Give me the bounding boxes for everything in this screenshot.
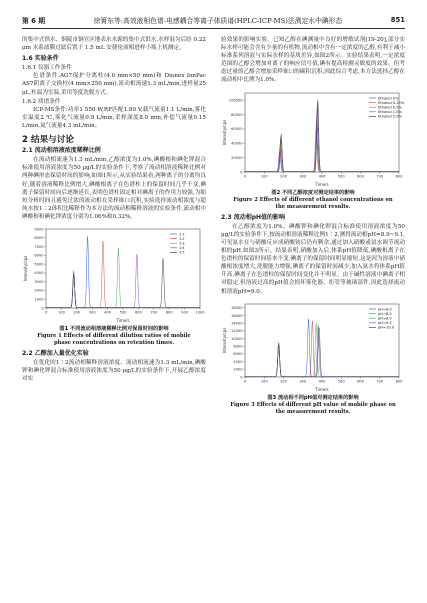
x-tick-label: 200 bbox=[73, 310, 81, 315]
left-column bbox=[22, 36, 206, 383]
x-tick-label: 500 bbox=[337, 379, 345, 384]
legend-label: pH=8.0 bbox=[378, 306, 392, 311]
y-tick-label: 0 bbox=[240, 374, 243, 379]
series-line bbox=[245, 99, 399, 171]
x-tick-label: 600 bbox=[134, 310, 142, 315]
x-tick-label: 0 bbox=[44, 310, 48, 315]
series-line bbox=[245, 324, 399, 376]
figure-1-caption-cn: 图1 不同流动相溶液稀释比例对保留时间的影响 bbox=[59, 325, 169, 332]
issue-number: 第 6 期 bbox=[22, 17, 46, 25]
figure-3-caption-en: Figure 3 Effects of different pH value of mobile phase on the measurement results. bbox=[230, 401, 396, 415]
y-tick-label: 9000 bbox=[34, 227, 44, 232]
section-heading-2-1: 2.1 流动相溶液浓度稀释比例 bbox=[22, 147, 101, 155]
y-tick-label: 40000 bbox=[231, 141, 243, 146]
legend-label: pH=10.0 bbox=[378, 325, 394, 330]
y-tick-label: 60000 bbox=[231, 126, 243, 131]
y-tick-label: 0 bbox=[41, 306, 44, 311]
x-tick-label: 400 bbox=[318, 379, 326, 384]
legend-label: 1∶4 bbox=[179, 246, 185, 251]
x-tick-label: 400 bbox=[104, 310, 112, 315]
x-tick-label: 200 bbox=[280, 174, 287, 179]
y-tick-label: 0 bbox=[240, 169, 243, 174]
legend-label: Ethanol 2.0% bbox=[378, 114, 402, 119]
x-tick-label: 100 bbox=[57, 310, 65, 315]
x-tick-label: 0 bbox=[243, 379, 247, 384]
x-tick-label: 600 bbox=[357, 174, 364, 179]
paragraph-chromatography: 色谱条件:AG7保护分离柱(4.0 mm×50 mm)和 Dionex IonPac AS7阴离子交换柱(4 mm×250 mm),流动相流速1.3 mL/min,进样量25 μL,柱温为室温,采用等度洗脱方式。 bbox=[22, 73, 206, 96]
y-tick-label: 18000 bbox=[231, 305, 243, 310]
x-tick-label: 500 bbox=[119, 310, 127, 315]
x-tick-label: 0 bbox=[243, 174, 247, 179]
series-line bbox=[46, 258, 200, 307]
subsection-heading-1-6-1: 1.6.1 仪器工作条件 bbox=[22, 65, 72, 72]
y-tick-label: 5000 bbox=[34, 262, 44, 267]
figure-3-caption-cn: 图3 流动相不同pH值对测定结果的影响 bbox=[267, 394, 359, 401]
figure-1-caption-en: Figure 1 Effects of different dilution ratios of mobile phase concentrations on retention times. bbox=[37, 333, 191, 347]
legend-label: pH=8.5 bbox=[378, 311, 392, 316]
paragraph-ph-effect: 在乙醇浓度为1.0%、碘酸钾和碘化钾混合标准使用溶液浓度为50 μg/L的实验条件下,按流动相溶液稀释比例1∶2,测得流动相pH=8.9~9.1,可见氨水在与硝酸反应成硝酸铵后仍有剩余,通过加入硝酸或氨水调节流动相的pH,如图3所示。结果表明,硝酸加入后,体系pH值降低,碘酸根离子在色谱柱的保留时间基本不变,碘离子的保留时间明显缩短,这是因为溶液中硝酸根浓度增大,洗脱能力增强,碘离子的保留时间减少;加入氨水将体系pH值升高,碘离子在色谱柱的保留时间变化并不明显。由于碱性溶液中碘离子相对稳定,但溶液过高的pH值会损坏雾化器、炬管等玻璃部件,因此选择流动相溶液pH=9.0。 bbox=[221, 223, 405, 295]
x-axis-label: Time/s bbox=[116, 317, 130, 323]
x-tick-label: 300 bbox=[299, 379, 307, 384]
plot-frame bbox=[245, 304, 399, 377]
series-line bbox=[46, 254, 200, 308]
y-tick-label: 6000 bbox=[233, 351, 243, 356]
y-tick-label: 20000 bbox=[231, 155, 243, 160]
legend-label: Ethanol 0.5% bbox=[378, 105, 402, 110]
paragraph-intro: 的集中式供水、铜陵市铜官区地表水水源的集中式供水,水样混匀后经 0.22 μm 水系滤膜过滤后置于 1.5 mL 安捷伦液相进样小瓶上机测定。 bbox=[22, 37, 206, 52]
running-header bbox=[22, 12, 405, 29]
y-tick-label: 100000 bbox=[228, 98, 243, 103]
y-axis-label: Intensity/cps bbox=[222, 119, 227, 145]
legend-label: 1∶5 bbox=[179, 250, 185, 255]
legend-label: 1∶2 bbox=[179, 236, 185, 241]
x-tick-label: 900 bbox=[181, 310, 189, 315]
y-tick-label: 8000 bbox=[233, 344, 243, 349]
series-line bbox=[46, 241, 200, 308]
x-tick-label: 500 bbox=[337, 174, 345, 179]
running-title: 徐箐东等:高效液相色谱-电感耦合等离子体质谱(HPLC-ICP-MS)法测定水中碘形态 bbox=[93, 17, 343, 25]
y-tick-label: 4000 bbox=[34, 271, 44, 276]
section-heading-2-3: 2.3 流动相pH值的影响 bbox=[221, 213, 286, 221]
figure-3 bbox=[221, 299, 405, 416]
series-line bbox=[46, 248, 200, 308]
paragraph-ms-conditions: ICP-MS条件:功率1 550 W,RF匹配1.80 V,载气流量1.1 L/min,雾化室温度2 ℃,雾化气流量0.9 L/min,采样深度8.0 mm,补偿气流量0.15 L/min,氦气流量4.3 mL/min。 bbox=[22, 106, 206, 129]
subsection-heading-1-6-2: 1.6.2 质谱条件 bbox=[22, 98, 61, 105]
x-tick-label: 200 bbox=[280, 379, 287, 384]
section-heading-2-2: 2.2 乙醇加入量优化实验 bbox=[22, 350, 89, 358]
legend-label: Ethanol 0% bbox=[378, 95, 399, 100]
y-tick-label: 16000 bbox=[231, 313, 243, 318]
page-number: 851 bbox=[390, 16, 405, 24]
series-line bbox=[245, 117, 399, 171]
paragraph-dilution: 在流动相流速为1.3 mL/min,乙醇浓度为1.0%,碘酸根和碘化钾混合标准使用溶液浓度为50 μg/L的实验条件下,考察了流动相溶液稀释比例对两种碘形态保留时间的影响,如图1所示,从实验结果看,两种离子的分离均良好,随着溶液稀释比例增大,碘酸根离子在色谱柱上的保留时间几乎不变,碘离子保留时间向后逐渐延长,表明色谱柱固定相对碘离子的作用力较强,为缩短分析时间且避免过浓的流动相在采样锥口沉积,实验选择流动相浓度与超纯水按1∶2体积比稀释作为本方法的流动相稀释溶液的实验条件,流动相中碘酸根和碘化钾浓度分别为1.06%和0.32%。 bbox=[22, 157, 206, 220]
legend-label: 1∶1 bbox=[179, 232, 185, 237]
x-tick-label: 100 bbox=[260, 379, 268, 384]
y-axis-label: Intensity/cps bbox=[222, 327, 227, 353]
series-line bbox=[245, 103, 399, 171]
x-tick-label: 700 bbox=[376, 174, 384, 179]
y-tick-label: 6000 bbox=[34, 253, 44, 258]
figure-1-chart bbox=[22, 224, 206, 324]
plot-frame bbox=[245, 93, 399, 172]
legend-label: Ethanol 1.0% bbox=[378, 109, 402, 114]
right-column bbox=[221, 36, 405, 416]
y-tick-label: 1000 bbox=[34, 297, 44, 302]
plot-frame bbox=[46, 229, 200, 308]
section-heading-2: 2 结果与讨论 bbox=[22, 135, 74, 146]
y-tick-label: 7000 bbox=[34, 244, 44, 249]
legend-label: Ethanol 0.25% bbox=[378, 100, 405, 105]
section-heading-1-6: 1.6 实验条件 bbox=[22, 55, 59, 63]
series-line bbox=[245, 319, 399, 377]
legend-label: pH=9.0 bbox=[378, 316, 392, 321]
y-tick-label: 4000 bbox=[233, 359, 243, 364]
y-tick-label: 12000 bbox=[231, 328, 243, 333]
x-tick-label: 800 bbox=[165, 310, 173, 315]
figure-1 bbox=[22, 224, 206, 347]
x-tick-label: 300 bbox=[299, 174, 307, 179]
figure-2 bbox=[221, 88, 405, 211]
y-tick-label: 14000 bbox=[231, 321, 243, 326]
x-tick-label: 800 bbox=[395, 174, 403, 179]
legend-label: 1∶3 bbox=[179, 241, 185, 246]
y-tick-label: 3000 bbox=[34, 279, 44, 284]
y-tick-label: 2000 bbox=[233, 367, 243, 372]
figure-3-chart bbox=[221, 299, 405, 393]
y-tick-label: 10000 bbox=[231, 336, 243, 341]
figure-2-chart bbox=[221, 88, 405, 188]
x-tick-label: 1000 bbox=[195, 310, 205, 315]
x-tick-label: 600 bbox=[357, 379, 364, 384]
series-line bbox=[245, 321, 399, 377]
x-tick-label: 700 bbox=[376, 379, 384, 384]
y-tick-label: 2000 bbox=[34, 288, 44, 293]
y-axis-label: Intensity/cps bbox=[23, 255, 28, 282]
paragraph-ethanol-opt: 在优化的1∶2流动相稀释溶液浓度、流动相流速为1.3 mL/min,碘酸钾和碘化钾混合标准使用溶液浓度为50 μg/L的实验条件下,开展乙醇浓度对实 bbox=[22, 360, 206, 383]
x-tick-label: 300 bbox=[88, 310, 96, 315]
x-tick-label: 700 bbox=[150, 310, 158, 315]
legend-label: pH=9.5 bbox=[378, 320, 392, 325]
series-line bbox=[245, 110, 399, 171]
y-tick-label: 80000 bbox=[231, 112, 243, 117]
figure-2-caption-cn: 图2 不同乙醇浓度对测定结果的影响 bbox=[271, 189, 355, 196]
x-tick-label: 400 bbox=[318, 174, 326, 179]
x-tick-label: 800 bbox=[395, 379, 403, 384]
series-line bbox=[46, 237, 200, 308]
figure-2-caption-en: Figure 2 Effects of different ethanol concentrations on the measurement results. bbox=[233, 196, 393, 210]
y-tick-label: 8000 bbox=[34, 236, 44, 241]
series-line bbox=[245, 327, 399, 376]
x-tick-label: 100 bbox=[260, 174, 268, 179]
paragraph-ethanol-effect: 验效果的影响实验。已知乙醇在碘测量中良好的增敏试剂[19-20],部分实际水样可能会含有少量的有机物,流动相中含有一定浓度的乙醇,有利于减小标准系列溶液与实际水样的基质差异,如图2所示。实验结果表明,一定浓度范围的乙醇会增加对离子的响应信号值,碘有提高检测灵敏度的效果。但考虑过量的乙醇会增加采样锥口的碳积沉积,因此综合考虑,本方法选择乙醇在流动相中比例为1.0%。 bbox=[221, 37, 405, 84]
x-axis-label: Time/s bbox=[315, 386, 329, 392]
x-axis-label: Time/s bbox=[315, 181, 329, 187]
series-line bbox=[245, 128, 399, 171]
